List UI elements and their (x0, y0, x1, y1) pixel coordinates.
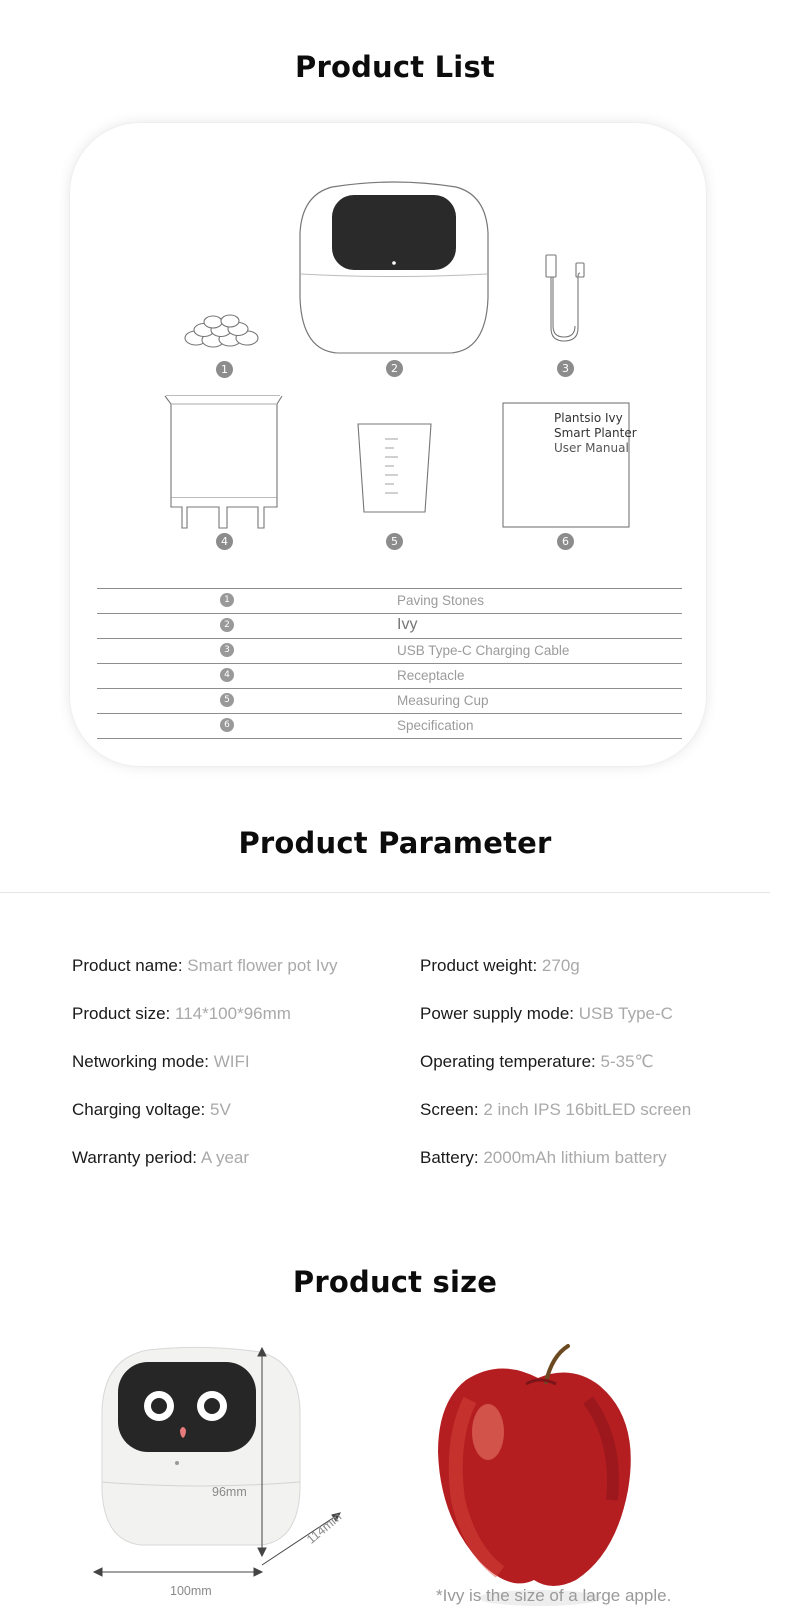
param-key: Product name: (72, 956, 183, 975)
param-power-supply-mode (420, 1004, 673, 1024)
param-value: Smart flower pot Ivy (187, 956, 338, 975)
item-number-3: 3 (557, 360, 574, 377)
legend-label: Ivy (397, 616, 418, 633)
param-key: Battery: (420, 1148, 479, 1167)
legend-label: Specification (397, 718, 474, 733)
manual-line: Plantsio Ivy (554, 411, 623, 425)
param-key: Warranty period: (72, 1148, 198, 1167)
param-charging-voltage (72, 1100, 231, 1120)
section-divider (0, 892, 770, 893)
legend-row (97, 638, 682, 663)
apple-photo (438, 1346, 631, 1606)
item-number-6: 6 (557, 533, 574, 550)
item-number-1: 1 (216, 361, 233, 378)
param-value: 5-35℃ (600, 1052, 654, 1071)
legend-label: USB Type-C Charging Cable (397, 643, 570, 658)
product-size-title: Product size (292, 1265, 498, 1299)
depth-label: 114mm (304, 1509, 345, 1547)
param-screen (420, 1100, 691, 1120)
product-list-legend (97, 588, 682, 739)
paving-stones-illustration (185, 315, 258, 347)
param-value: 5V (210, 1100, 231, 1119)
product-parameter-title: Product Parameter (238, 826, 552, 860)
param-key: Operating temperature: (420, 1052, 596, 1071)
item-number-4: 4 (216, 533, 233, 550)
manual-line: User Manual (554, 441, 629, 455)
param-value: 2000mAh lithium battery (483, 1148, 667, 1167)
param-warranty-period (72, 1148, 249, 1168)
product-list-title: Product List (295, 50, 495, 84)
param-value: 114*100*96mm (175, 1004, 291, 1023)
legend-number: 6 (220, 718, 234, 732)
param-product-name (72, 956, 338, 976)
param-key: Product size: (72, 1004, 171, 1023)
measuring-cup-illustration (358, 424, 431, 512)
legend-row (97, 613, 682, 638)
param-key: Charging voltage: (72, 1100, 206, 1119)
height-label: 96mm (212, 1485, 247, 1499)
manual-line: Smart Planter (554, 426, 637, 440)
product-size-illustration (0, 1340, 790, 1619)
param-value: 270g (541, 956, 580, 975)
legend-number: 4 (220, 668, 234, 682)
legend-row (97, 588, 682, 613)
product-list-card (70, 123, 706, 766)
item-number-2: 2 (386, 360, 403, 377)
size-caption: *Ivy is the size of a large apple. (436, 1586, 672, 1605)
item-number-5: 5 (386, 533, 403, 550)
param-operating-temperature (420, 1052, 654, 1072)
legend-number: 5 (220, 693, 234, 707)
legend-number: 1 (220, 593, 234, 607)
param-networking-mode (72, 1052, 250, 1072)
legend-label: Measuring Cup (397, 693, 489, 708)
param-product-size (72, 1004, 291, 1024)
param-key: Product weight: (420, 956, 538, 975)
legend-label: Receptacle (397, 668, 465, 683)
param-product-weight (420, 956, 580, 976)
legend-row (97, 688, 682, 713)
ivy-planter-photo (102, 1347, 300, 1545)
param-battery (420, 1148, 667, 1168)
usb-cable-illustration (546, 255, 584, 341)
receptacle-illustration (165, 396, 282, 528)
legend-label: Paving Stones (397, 593, 485, 608)
param-key: Power supply mode: (420, 1004, 575, 1023)
legend-number: 2 (220, 618, 234, 632)
param-value: WIFI (213, 1052, 250, 1071)
param-value: 2 inch IPS 16bitLED screen (483, 1100, 692, 1119)
legend-row (97, 663, 682, 688)
width-label: 100mm (170, 1584, 212, 1598)
param-value: A year (200, 1148, 250, 1167)
user-manual-cover-text (554, 411, 637, 456)
legend-row (97, 713, 682, 739)
legend-number: 3 (220, 643, 234, 657)
ivy-planter-illustration (300, 182, 488, 353)
param-value: USB Type-C (578, 1004, 673, 1023)
param-key: Networking mode: (72, 1052, 210, 1071)
param-key: Screen: (420, 1100, 479, 1119)
